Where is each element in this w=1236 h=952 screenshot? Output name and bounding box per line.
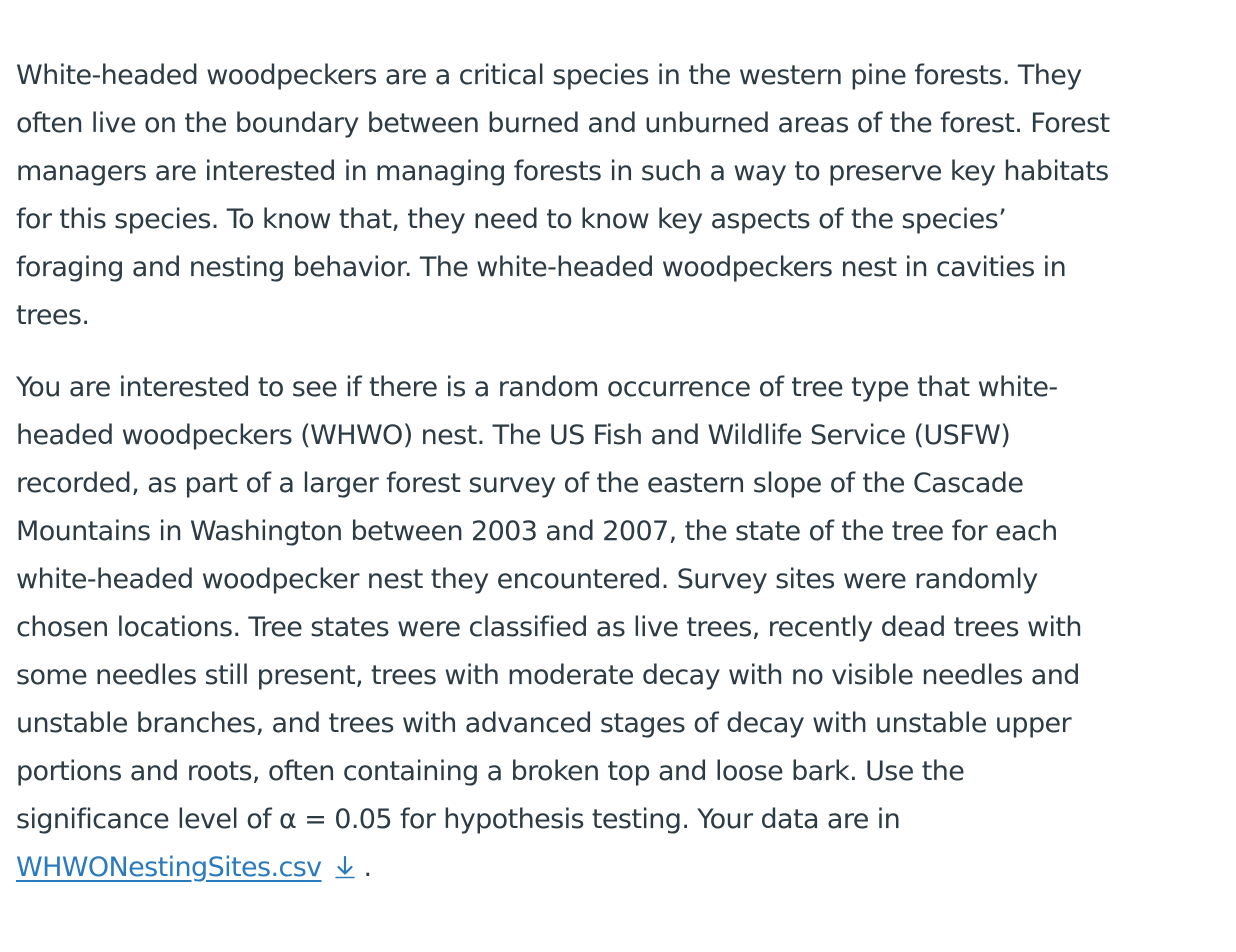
text-line: headed woodpeckers (WHWO) nest. The US Fish and Wildlife Service (USFW) bbox=[16, 420, 1011, 451]
trailing-period: . bbox=[363, 852, 372, 883]
download-arrow-icon[interactable] bbox=[332, 854, 358, 880]
text-line: white-headed woodpecker nest they encountered. Survey sites were randomly bbox=[16, 564, 1038, 595]
text-line: Mountains in Washington between 2003 and 2007, the state of the tree for each bbox=[16, 516, 1058, 547]
text-line: significance level of α = 0.05 for hypothesis testing. Your data are in bbox=[16, 804, 901, 835]
text-line: White-headed woodpeckers are a critical species in the western pine forests. They bbox=[16, 60, 1082, 91]
text-line: foraging and nesting behavior. The white-headed woodpeckers nest in cavities in bbox=[16, 252, 1067, 283]
text-line: managers are interested in managing forests in such a way to preserve key habitats bbox=[16, 156, 1109, 187]
file-download-link[interactable]: WHWONestingSites.csv bbox=[16, 852, 322, 883]
question-content bbox=[16, 52, 1216, 892]
text-line: some needles still present, trees with moderate decay with no visible needles and bbox=[16, 660, 1080, 691]
intro-paragraph bbox=[16, 52, 1216, 340]
file-line bbox=[16, 844, 1216, 892]
text-line: often live on the boundary between burned and unburned areas of the forest. Forest bbox=[16, 108, 1110, 139]
text-line: portions and roots, often containing a broken top and loose bark. Use the bbox=[16, 756, 965, 787]
text-line: for this species. To know that, they need to know key aspects of the species’ bbox=[16, 204, 1007, 235]
text-line: recorded, as part of a larger forest survey of the eastern slope of the Cascade bbox=[16, 468, 1024, 499]
text-line: You are interested to see if there is a random occurrence of tree type that white- bbox=[16, 372, 1058, 403]
text-line: trees. bbox=[16, 300, 90, 331]
text-line: chosen locations. Tree states were classified as live trees, recently dead trees with bbox=[16, 612, 1082, 643]
task-paragraph bbox=[16, 364, 1216, 892]
text-line: unstable branches, and trees with advanced stages of decay with unstable upper bbox=[16, 708, 1071, 739]
